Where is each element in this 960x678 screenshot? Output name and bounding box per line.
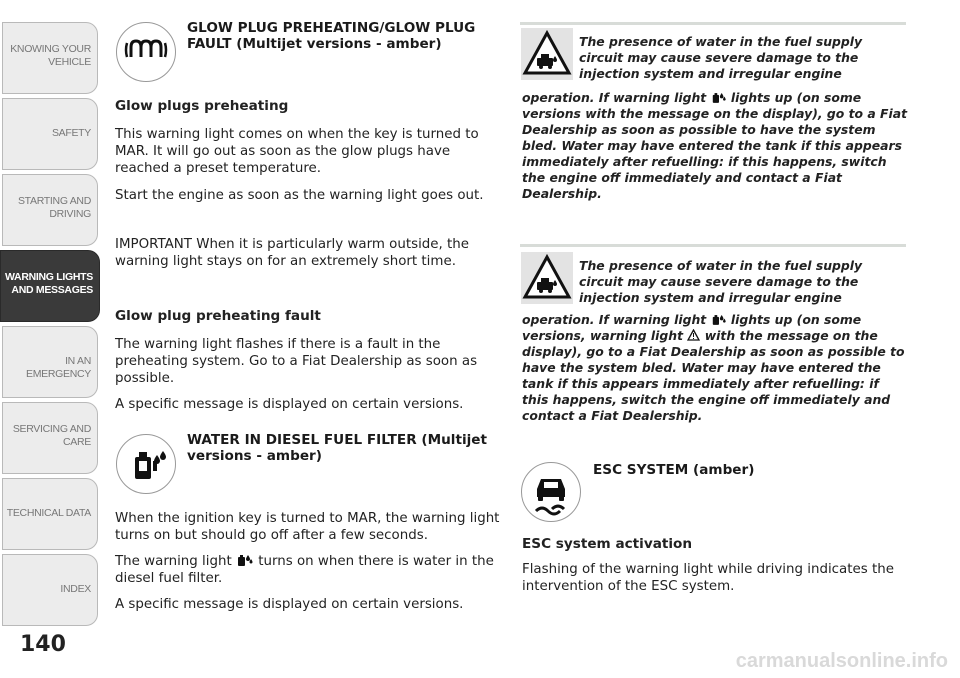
water-in-fuel-title: WATER IN DIESEL FUEL FILTER (Multijet versions - amber) [187, 432, 488, 464]
warning-1-line-a: operation. If warning light [522, 90, 707, 105]
tab-label: SAFETY [51, 127, 91, 139]
glow-plug-warning-icon [116, 22, 176, 82]
water-paragraph-3: A specific message is displayed on certain versions. [115, 597, 464, 612]
tab-starting-and-driving[interactable] [2, 174, 98, 246]
glow-plug-title: GLOW PLUG PREHEATING/GLOW PLUG FAULT (Multijet versions - amber) [187, 20, 476, 52]
esc-activation-heading: ESC system activation [522, 536, 693, 552]
tab-label: TECHNICAL DATA [6, 507, 91, 519]
warning-1-line-b: lights up (on some versions with the message on the display), go to a Fiat Dealership as soon as possible to have the system bled. Water may have entered the tank if this appears immediately after refuelling: if this happens, switch the engine off immediately and contact a Fiat Dealership. [522, 90, 908, 201]
page-number: 140 [20, 632, 66, 657]
tab-label: KNOWING YOUR VEHICLE [10, 43, 91, 68]
water-paragraph-2 [115, 553, 500, 587]
warning-box-1-rule [520, 22, 906, 25]
tab-label: SERVICING AND CARE [12, 423, 91, 448]
tab-label: INDEX [60, 583, 91, 595]
general-warning-inline-icon [687, 329, 700, 341]
esc-title-rest: (amber) [693, 462, 755, 478]
glow-paragraph-3: IMPORTANT When it is particularly warm outside, the warning light stays on for an extremely short time. [115, 237, 470, 269]
esc-system-icon [521, 462, 581, 522]
glow-paragraph-5: A specific message is displayed on certain versions. [115, 397, 464, 412]
warning-2-text [522, 312, 908, 424]
warning-2-line-c: with the message on the display), go to a Fiat Dealership as soon as possible to have the system bled. Water may have entered the tank if this appears immediately after refuelling: if this happens, switch the engine off immediately and contact a Fiat Dealership. [522, 328, 905, 423]
glow-plugs-preheating-heading: Glow plugs preheating [115, 98, 289, 114]
tab-servicing-and-care[interactable] [2, 402, 98, 474]
tab-knowing-your-vehicle[interactable] [2, 22, 98, 94]
warning-2-line-a: operation. If warning light [522, 312, 707, 327]
warning-box-2-rule [520, 244, 906, 247]
tab-in-an-emergency[interactable] [2, 326, 98, 398]
warning-2-line-b: lights up (on some versions, warning light [522, 312, 862, 343]
water-in-fuel-icon [116, 434, 176, 494]
warning-1-text [522, 90, 908, 202]
water-paragraph-2-start: The warning light [115, 554, 232, 569]
water-in-fuel-inline-icon [711, 313, 727, 326]
water-paragraph-1: When the ignition key is turned to MAR, the warning light turns on but should go off after a few seconds. [115, 511, 500, 543]
glow-plug-fault-heading: Glow plug preheating fault [115, 308, 321, 324]
esc-system-title [593, 462, 893, 478]
tab-label: WARNING LIGHTS AND MESSAGES [5, 271, 93, 296]
tab-label: STARTING AND DRIVING [17, 195, 91, 220]
water-in-fuel-inline-icon [711, 91, 727, 104]
warning-triangle-icon [521, 252, 573, 304]
warning-1-text-top: The presence of water in the fuel supply circuit may cause severe damage to the injection system and irregular engine [579, 34, 863, 81]
tab-safety[interactable] [2, 98, 98, 170]
tab-technical-data[interactable] [2, 478, 98, 550]
tab-index[interactable] [2, 554, 98, 626]
tab-warning-lights-and-messages[interactable] [0, 250, 100, 322]
glow-paragraph-1: This warning light comes on when the key is turned to MAR. It will go out as soon as the glow plugs have reached a preset temperature. [115, 127, 479, 176]
water-paragraph-2-end: turns on when there is water in the diesel fuel filter. [115, 554, 494, 586]
glow-paragraph-4: The warning light flashes if there is a fault in the preheating system. Go to a Fiat Dealership as soon as possible. [115, 337, 478, 386]
esc-title-bold: ESC SYSTEM [593, 462, 689, 478]
glow-paragraph-2: Start the engine as soon as the warning light goes out. [115, 188, 484, 203]
warning-triangle-icon [521, 28, 573, 80]
warning-2-text-top: The presence of water in the fuel supply circuit may cause severe damage to the injection system and irregular engine [579, 258, 863, 305]
water-in-fuel-inline-icon [236, 553, 254, 567]
esc-paragraph-1: Flashing of the warning light while driving indicates the intervention of the ESC system. [522, 562, 894, 594]
tab-label: IN AN EMERGENCY [26, 355, 91, 380]
watermark: carmanualsonline.info [735, 650, 948, 672]
